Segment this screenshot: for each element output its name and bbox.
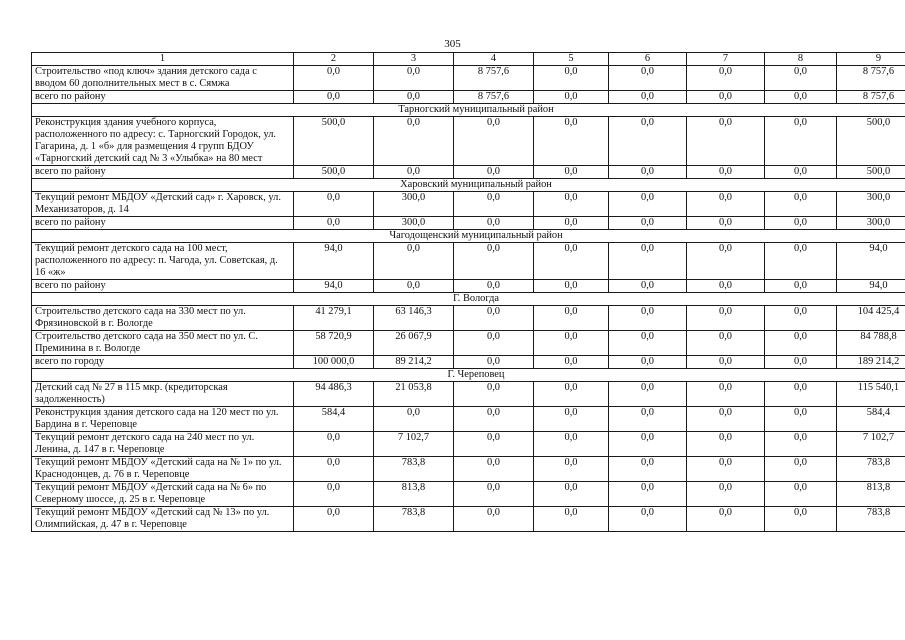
item-name: Строительство детского сада на 330 мест по ул. Фрязиновской в г. Вологде [32,306,294,331]
value-cell: 0,0 [294,91,374,104]
value-cell: 0,0 [294,432,374,457]
value-cell: 300,0 [374,192,454,217]
value-cell: 8 757,6 [454,91,534,104]
value-cell: 783,8 [837,507,905,532]
value-cell: 300,0 [374,217,454,230]
value-cell: 94,0 [837,280,905,293]
value-cell: 0,0 [454,192,534,217]
value-cell: 0,0 [765,66,837,91]
value-cell: 0,0 [534,331,609,356]
column-header: 2 [294,53,374,66]
value-cell: 0,0 [687,243,765,280]
value-cell: 0,0 [454,507,534,532]
value-cell: 0,0 [609,217,687,230]
total-label: всего по городу [32,356,294,369]
table-row [32,66,905,91]
budget-table [31,52,905,532]
value-cell: 8 757,6 [454,66,534,91]
value-cell: 58 720,9 [294,331,374,356]
value-cell: 0,0 [687,217,765,230]
total-row [32,280,905,293]
value-cell: 0,0 [534,382,609,407]
value-cell: 0,0 [454,306,534,331]
value-cell: 0,0 [687,482,765,507]
value-cell: 0,0 [534,356,609,369]
value-cell: 0,0 [374,243,454,280]
value-cell: 26 067,9 [374,331,454,356]
value-cell: 94,0 [294,280,374,293]
value-cell: 783,8 [374,507,454,532]
value-cell: 189 214,2 [837,356,905,369]
value-cell: 0,0 [454,482,534,507]
section-header-row [32,369,905,382]
table-row [32,382,905,407]
value-cell: 94,0 [294,243,374,280]
value-cell: 0,0 [609,407,687,432]
value-cell: 115 540,1 [837,382,905,407]
value-cell: 0,0 [534,243,609,280]
value-cell: 0,0 [765,482,837,507]
section-title: Тарногский муниципальный район [32,104,905,117]
total-label: всего по району [32,217,294,230]
value-cell: 41 279,1 [294,306,374,331]
value-cell: 0,0 [454,243,534,280]
value-cell: 0,0 [687,192,765,217]
value-cell: 0,0 [687,407,765,432]
page-number: 305 [444,38,461,50]
value-cell: 300,0 [837,192,905,217]
value-cell: 0,0 [765,243,837,280]
value-cell: 0,0 [765,192,837,217]
value-cell: 0,0 [687,507,765,532]
total-label: всего по району [32,166,294,179]
item-name: Детский сад № 27 в 115 мкр. (кредиторская задолженность) [32,382,294,407]
value-cell: 0,0 [765,117,837,166]
value-cell: 0,0 [687,91,765,104]
value-cell: 0,0 [609,482,687,507]
value-cell: 0,0 [765,331,837,356]
column-header: 3 [374,53,454,66]
total-row [32,356,905,369]
value-cell: 0,0 [294,482,374,507]
value-cell: 0,0 [609,457,687,482]
value-cell: 94,0 [837,243,905,280]
column-header: 4 [454,53,534,66]
value-cell: 500,0 [837,117,905,166]
column-header: 9 [837,53,905,66]
value-cell: 0,0 [609,507,687,532]
item-name: Текущий ремонт МБДОУ «Детский сада на № 6» по Северному шоссе, д. 25 в г. Череповце [32,482,294,507]
value-cell: 0,0 [609,91,687,104]
table-row [32,507,905,532]
section-title: Харовский муниципальный район [32,179,905,192]
value-cell: 0,0 [765,217,837,230]
value-cell: 0,0 [534,482,609,507]
value-cell: 0,0 [609,280,687,293]
value-cell: 0,0 [609,117,687,166]
table-row [32,432,905,457]
value-cell: 0,0 [454,407,534,432]
value-cell: 0,0 [765,382,837,407]
value-cell: 0,0 [765,306,837,331]
table-row [32,192,905,217]
value-cell: 0,0 [534,432,609,457]
value-cell: 0,0 [687,306,765,331]
value-cell: 63 146,3 [374,306,454,331]
table-row [32,457,905,482]
value-cell: 0,0 [687,382,765,407]
value-cell: 500,0 [294,166,374,179]
value-cell: 0,0 [687,66,765,91]
table-row [32,331,905,356]
value-cell: 104 425,4 [837,306,905,331]
item-name: Строительство «под ключ» здания детского сада с вводом 60 дополнительных мест в с. Сямжа [32,66,294,91]
section-title: Чагодощенский муниципальный район [32,230,905,243]
item-name: Текущий ремонт МБДОУ «Детский сад» г. Харовск, ул. Механизаторов, д. 14 [32,192,294,217]
value-cell: 94 486,3 [294,382,374,407]
value-cell: 0,0 [374,117,454,166]
section-title: Г. Вологда [32,293,905,306]
value-cell: 89 214,2 [374,356,454,369]
item-name: Текущий ремонт МБДОУ «Детский сада на № 1» по ул. Краснодонцев, д. 76 в г. Череповце [32,457,294,482]
value-cell: 0,0 [534,91,609,104]
value-cell: 84 788,8 [837,331,905,356]
value-cell: 7 102,7 [837,432,905,457]
item-name: Реконструкция здания детского сада на 120 мест по ул. Бардина в г. Череповце [32,407,294,432]
item-name: Текущий ремонт МБДОУ «Детский сад № 13» по ул. Олимпийская, д. 47 в г. Череповце [32,507,294,532]
value-cell: 0,0 [294,66,374,91]
table-row [32,306,905,331]
value-cell: 0,0 [454,166,534,179]
value-cell: 0,0 [765,457,837,482]
value-cell: 783,8 [374,457,454,482]
value-cell: 0,0 [534,66,609,91]
value-cell: 0,0 [454,432,534,457]
value-cell: 0,0 [765,507,837,532]
table-row [32,243,905,280]
value-cell: 813,8 [374,482,454,507]
value-cell: 783,8 [837,457,905,482]
value-cell: 0,0 [454,217,534,230]
value-cell: 0,0 [687,117,765,166]
value-cell: 0,0 [765,91,837,104]
value-cell: 0,0 [609,432,687,457]
value-cell: 0,0 [294,217,374,230]
value-cell: 0,0 [534,457,609,482]
value-cell: 0,0 [534,166,609,179]
column-header: 1 [32,53,294,66]
value-cell: 0,0 [454,457,534,482]
value-cell: 0,0 [534,192,609,217]
value-cell: 0,0 [454,382,534,407]
value-cell: 300,0 [837,217,905,230]
value-cell: 500,0 [837,166,905,179]
value-cell: 8 757,6 [837,91,905,104]
total-label: всего по району [32,280,294,293]
total-label: всего по району [32,91,294,104]
value-cell: 0,0 [609,331,687,356]
value-cell: 0,0 [609,243,687,280]
value-cell: 0,0 [609,356,687,369]
value-cell: 0,0 [687,280,765,293]
section-header-row [32,179,905,192]
value-cell: 0,0 [294,192,374,217]
value-cell: 100 000,0 [294,356,374,369]
value-cell: 500,0 [294,117,374,166]
value-cell: 0,0 [609,66,687,91]
section-header-row [32,230,905,243]
value-cell: 0,0 [765,407,837,432]
value-cell: 0,0 [687,457,765,482]
total-row [32,166,905,179]
item-name: Строительство детского сада на 350 мест по ул. С. Преминина в г. Вологде [32,331,294,356]
value-cell: 584,4 [294,407,374,432]
value-cell: 0,0 [374,407,454,432]
value-cell: 0,0 [687,432,765,457]
value-cell: 7 102,7 [374,432,454,457]
value-cell: 0,0 [765,356,837,369]
value-cell: 0,0 [765,166,837,179]
column-header: 8 [765,53,837,66]
value-cell: 0,0 [609,382,687,407]
value-cell: 0,0 [765,432,837,457]
value-cell: 0,0 [609,306,687,331]
value-cell: 0,0 [534,280,609,293]
value-cell: 0,0 [609,166,687,179]
table-row [32,482,905,507]
column-header: 7 [687,53,765,66]
value-cell: 0,0 [454,280,534,293]
item-name: Реконструкция здания учебного корпуса, расположенного по адресу: с. Тарногский Городок, ул. Гагарина, д. 1 «б» для размещения 4 групп БДОУ «Тарногский детский сад № 3 «Улыбка» на 80 мест [32,117,294,166]
section-header-row [32,104,905,117]
value-cell: 0,0 [454,117,534,166]
value-cell: 0,0 [534,117,609,166]
value-cell: 0,0 [609,192,687,217]
value-cell: 0,0 [374,66,454,91]
value-cell: 0,0 [454,356,534,369]
value-cell: 0,0 [534,407,609,432]
value-cell: 0,0 [294,457,374,482]
value-cell: 0,0 [534,306,609,331]
total-row [32,217,905,230]
value-cell: 0,0 [687,356,765,369]
value-cell: 0,0 [534,217,609,230]
section-header-row [32,293,905,306]
item-name: Текущий ремонт детского сада на 240 мест по ул. Ленина, д. 147 в г. Череповце [32,432,294,457]
value-cell: 8 757,6 [837,66,905,91]
table-row [32,117,905,166]
value-cell: 0,0 [687,331,765,356]
table-body [32,53,905,532]
value-cell: 813,8 [837,482,905,507]
value-cell: 0,0 [765,280,837,293]
section-title: Г. Череповец [32,369,905,382]
value-cell: 0,0 [374,91,454,104]
total-row [32,91,905,104]
value-cell: 0,0 [534,507,609,532]
header-row [32,53,905,66]
item-name: Текущий ремонт детского сада на 100 мест, расположенного по адресу: п. Чагода, ул. Советская, д. 16 «ж» [32,243,294,280]
value-cell: 584,4 [837,407,905,432]
value-cell: 0,0 [374,166,454,179]
value-cell: 21 053,8 [374,382,454,407]
column-header: 5 [534,53,609,66]
value-cell: 0,0 [454,331,534,356]
table-row [32,407,905,432]
value-cell: 0,0 [294,507,374,532]
value-cell: 0,0 [374,280,454,293]
value-cell: 0,0 [687,166,765,179]
column-header: 6 [609,53,687,66]
